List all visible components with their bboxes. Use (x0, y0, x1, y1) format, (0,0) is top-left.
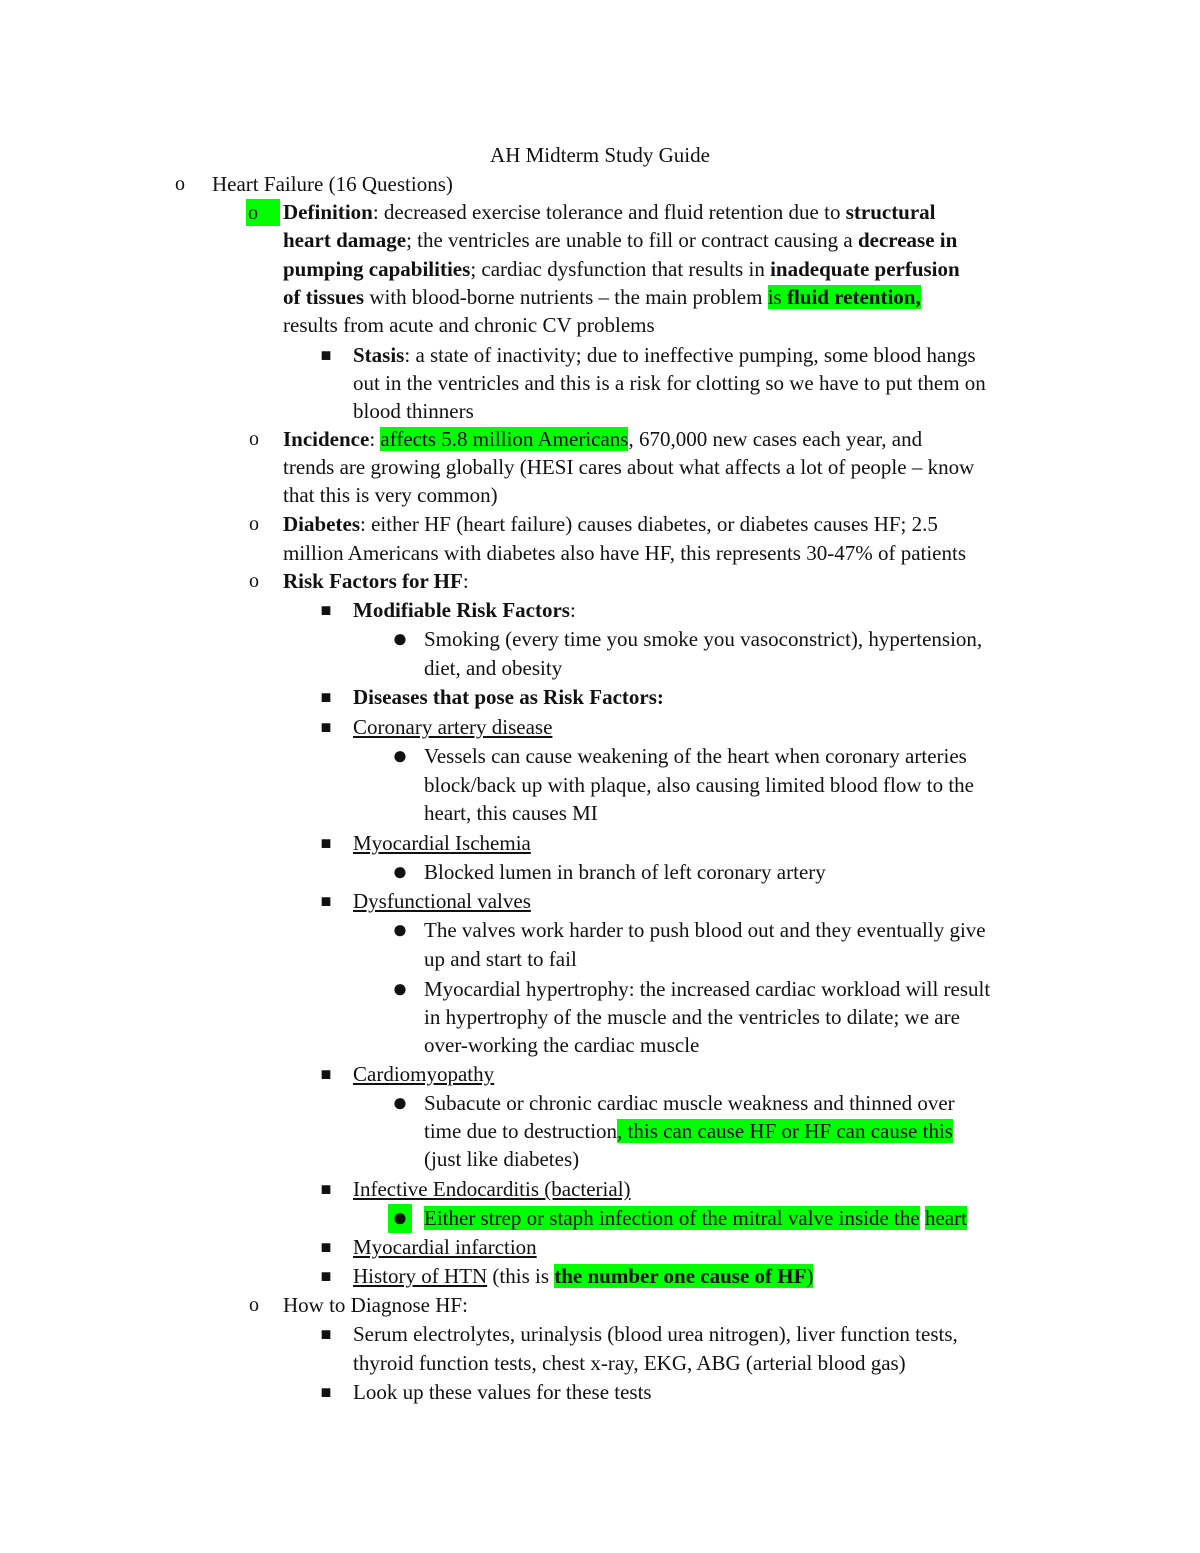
highlight-number-one-cause: the number one cause of HF) (554, 1264, 814, 1288)
diseases-heading: Diseases that pose as Risk Factors: (353, 685, 664, 709)
dot-bullet-icon: ● (388, 1204, 412, 1233)
square-bullet-icon: ■ (320, 600, 332, 620)
circle-bullet-icon: o (249, 1294, 259, 1316)
highlight-endocarditis: Either strep or staph infection of the mitral valve inside the (424, 1206, 920, 1230)
incidence-label: Incidence (283, 427, 370, 451)
square-bullet-icon: ■ (320, 1382, 332, 1402)
incidence-line-1: Incidence: affects 5.8 million Americans, 670,000 new cases each year, and (283, 427, 923, 451)
cad-line-2: block/back up with plaque, also causing limited blood flow to the (424, 773, 974, 797)
definition-line-2: heart damage; the ventricles are unable to fill or contract causing a decrease in (283, 228, 958, 252)
definition-line-5: results from acute and chronic CV problems (283, 313, 655, 337)
valves-line-1: The valves work harder to push blood out and they eventually give (424, 918, 986, 942)
myocardial-ischemia: Myocardial Ischemia (353, 831, 531, 855)
cardiomyopathy-line-3: (just like diabetes) (424, 1147, 580, 1171)
diabetes-line-2: million Americans with diabetes also have HF, this represents 30-47% of patients (283, 541, 967, 565)
cardiomyopathy-line-1: Subacute or chronic cardiac muscle weakness and thinned over (424, 1091, 955, 1115)
circle-bullet-icon: o (249, 570, 259, 592)
dot-bullet-icon: ● (392, 1088, 408, 1117)
highlight-fluid-retention: is fluid retention, (767, 285, 921, 309)
circle-bullet-icon: o (175, 173, 185, 195)
valves-line-2: up and start to fail (424, 947, 577, 971)
incidence-line-2: trends are growing globally (HESI cares about what affects a lot of people – know (283, 455, 975, 479)
dot-bullet-icon: ● (392, 624, 408, 653)
definition-line-3: pumping capabilities; cardiac dysfunction that results in inadequate perfusion (283, 257, 960, 281)
circle-bullet-icon: o (249, 513, 259, 535)
diagnose-line-2: thyroid function tests, chest x-ray, EKG, ABG (arterial blood gas) (353, 1351, 906, 1375)
diagnose-line-3: Look up these values for these tests (353, 1380, 652, 1404)
highlight-incidence: affects 5.8 million Americans (380, 427, 629, 451)
square-bullet-icon: ■ (320, 833, 332, 853)
circle-bullet-icon: o (246, 199, 280, 226)
diabetes-line-1: Diabetes: either HF (heart failure) causes diabetes, or diabetes causes HF; 2.5 (283, 512, 938, 536)
hypertrophy-line-1: Myocardial hypertrophy: the increased cardiac workload will result (424, 977, 991, 1001)
square-bullet-icon: ■ (320, 1064, 332, 1084)
ischemia-line-1: Blocked lumen in branch of left coronary artery (424, 860, 826, 884)
cad-line-1: Vessels can cause weakening of the heart when coronary arteries (424, 744, 967, 768)
square-bullet-icon: ■ (320, 1179, 332, 1199)
definition-line-1: Definition: decreased exercise tolerance and fluid retention due to structural (283, 200, 936, 224)
dot-bullet-icon: ● (392, 974, 408, 1003)
cardiomyopathy: Cardiomyopathy (353, 1062, 495, 1086)
cad-line-3: heart, this causes MI (424, 801, 598, 825)
circle-bullet-icon: o (249, 428, 259, 450)
hypertrophy-line-2: in hypertrophy of the muscle and the ventricles to dilate; we are (424, 1005, 960, 1029)
risk-factors-heading: Risk Factors for HF: (283, 569, 469, 593)
hypertrophy-line-3: over-working the cardiac muscle (424, 1033, 700, 1057)
heading-heart-failure: Heart Failure (16 Questions) (212, 172, 453, 196)
stasis-line-2: out in the ventricles and this is a risk for clotting so we have to put them on (353, 371, 986, 395)
modifiable-line-2: diet, and obesity (424, 656, 563, 680)
page-title: AH Midterm Study Guide (490, 143, 710, 167)
history-of-htn: History of HTN (this is the number one cause of HF) (353, 1264, 814, 1288)
diagnose-line-1: Serum electrolytes, urinalysis (blood urea nitrogen), liver function tests, (353, 1322, 958, 1346)
square-bullet-icon: ■ (320, 687, 332, 707)
diabetes-label: Diabetes (283, 512, 360, 536)
coronary-artery-disease: Coronary artery disease (353, 715, 553, 739)
myocardial-infarction: Myocardial infarction (353, 1235, 537, 1259)
definition-label: Definition (283, 200, 373, 224)
dot-bullet-icon: ● (392, 857, 408, 886)
square-bullet-icon: ■ (320, 1266, 332, 1286)
square-bullet-icon: ■ (320, 1324, 332, 1344)
dysfunctional-valves: Dysfunctional valves (353, 889, 531, 913)
stasis-line-3: blood thinners (353, 399, 474, 423)
stasis-label: Stasis (353, 343, 405, 367)
square-bullet-icon: ■ (320, 345, 332, 365)
cardiomyopathy-line-2: time due to destruction, this can cause HF or HF can cause this (424, 1119, 953, 1143)
highlight-hf-cause: , this can cause HF or HF can cause this (617, 1119, 953, 1143)
modifiable-risk-factors: Modifiable Risk Factors: (353, 598, 576, 622)
definition-line-4: of tissues with blood-borne nutrients – the main problem is fluid retention, (283, 285, 921, 309)
square-bullet-icon: ■ (320, 717, 332, 737)
modifiable-line-1: Smoking (every time you smoke you vasoconstrict), hypertension, (424, 627, 983, 651)
stasis-line-1: Stasis: a state of inactivity; due to ineffective pumping, some blood hangs (353, 343, 976, 367)
square-bullet-icon: ■ (320, 891, 332, 911)
dot-bullet-icon: ● (392, 741, 408, 770)
infective-endocarditis: Infective Endocarditis (bacterial) (353, 1177, 631, 1201)
square-bullet-icon: ■ (320, 1237, 332, 1257)
endocarditis-line-1 (424, 1204, 967, 1233)
dot-bullet-icon: ● (392, 915, 408, 944)
highlight-heart: heart (924, 1206, 967, 1230)
incidence-line-3: that this is very common) (283, 483, 498, 507)
diagnose-heading: How to Diagnose HF: (283, 1293, 468, 1317)
